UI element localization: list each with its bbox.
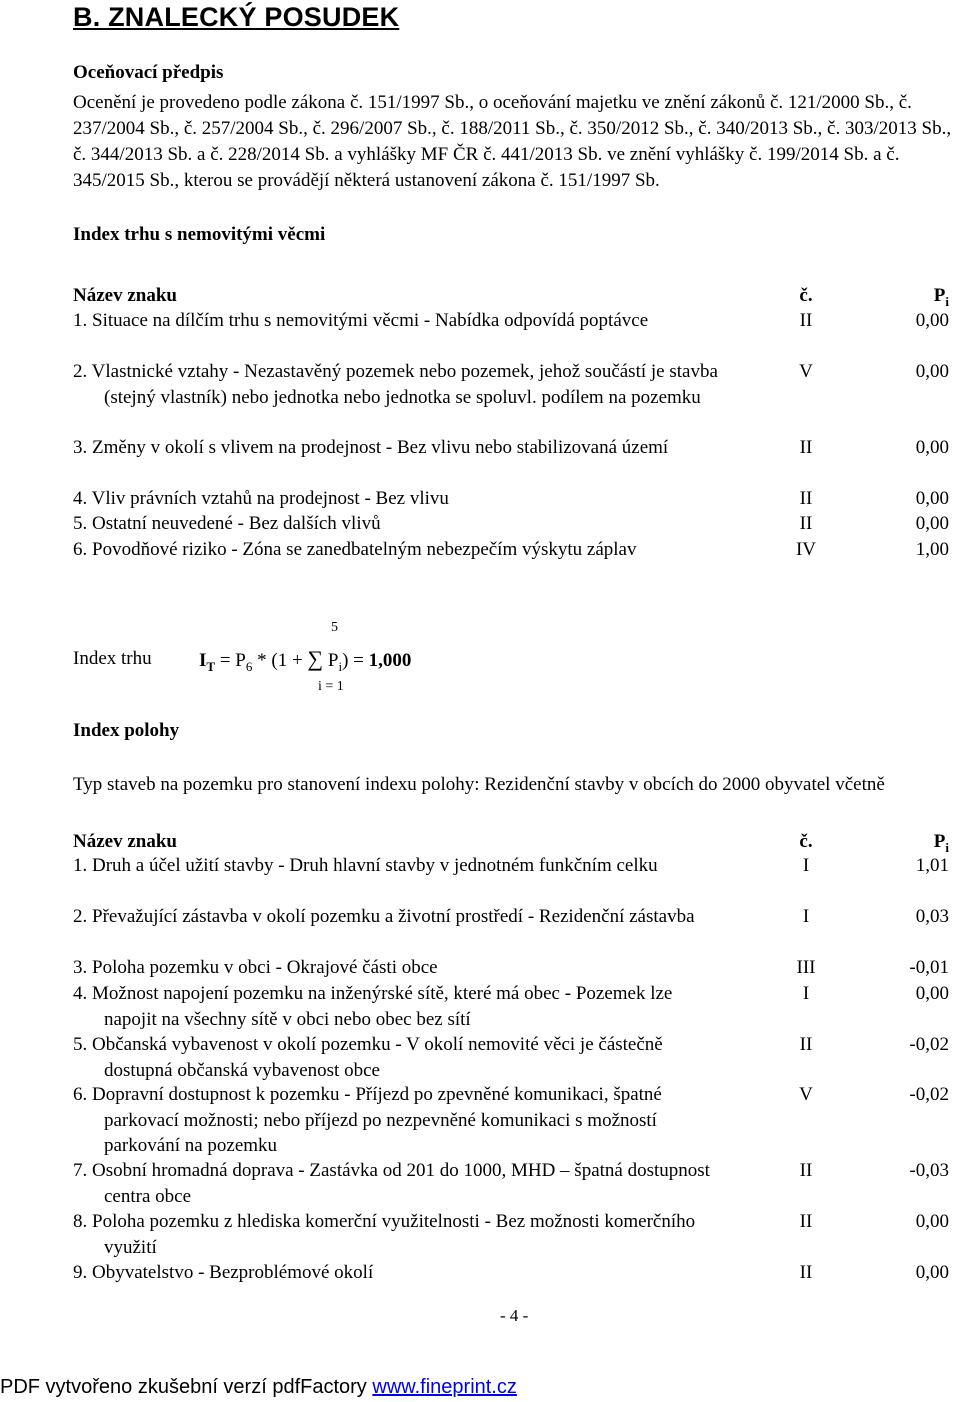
column-class-header: č. xyxy=(799,831,813,852)
row-name: 2. Vlastnické vztahy - Nezastavěný pozemek nebo pozemek, jehož součástí je stavba (stejný vlastník) nebo jednotka nebo jednotka se spoluvl. podílem na pozemku xyxy=(73,361,718,408)
location-index-intro: Typ staveb na pozemku pro stanovení indexu polohy: Rezidenční stavby v obcích do 2000 obyvatel včetně xyxy=(73,774,885,795)
valuation-rule-text: Ocenění je provedeno podle zákona č. 151/1997 Sb., o oceňování majetku ve znění zákonů č. 121/2000 Sb., č. 237/2004 Sb., č. 257/2004 Sb., č. 296/2007 Sb., č. 188/2011 Sb., č. 350/2012 Sb., č. 340/2013 Sb., č. 303/2013 Sb., č. 344/2013 Sb. a č. 228/2014 Sb. a vyhlášky MF ČR č. 441/2013 Sb. ve znění vyhlášky č. 199/2014 Sb. a č. 345/2015 Sb., kterou se provádějí některá ustanovení zákona č. 151/1997 Sb. xyxy=(73,92,952,191)
row-value: 0,00 xyxy=(915,983,949,1004)
row-value: 0,00 xyxy=(915,488,949,509)
sum-upper-limit: 5 xyxy=(331,620,338,635)
row-value: 0,00 xyxy=(915,1262,949,1283)
row-name: 2. Převažující zástavba v okolí pozemku a životní prostředí - Rezidenční zástavba xyxy=(73,906,695,927)
row-class: II xyxy=(799,1034,813,1055)
row-value: -0,02 xyxy=(909,1034,949,1055)
row-class: I xyxy=(802,855,810,876)
row-value: 1,01 xyxy=(915,855,949,876)
row-class: III xyxy=(796,957,816,978)
row-value: -0,03 xyxy=(909,1160,949,1181)
row-value: 0,00 xyxy=(915,361,949,382)
row-name: 1. Druh a účel užití stavby - Druh hlavní stavby v jednotném funkčním celku xyxy=(73,855,658,876)
row-class: II xyxy=(799,1160,813,1181)
row-name: 3. Poloha pozemku v obci - Okrajové části obce xyxy=(73,957,438,978)
row-value: -0,01 xyxy=(909,957,949,978)
row-value: 0,00 xyxy=(915,310,949,331)
page-number: - 4 - xyxy=(500,1306,529,1325)
column-class-header: č. xyxy=(799,285,813,306)
row-class: V xyxy=(799,1084,813,1105)
document-title: B. ZNALECKÝ POSUDEK xyxy=(73,2,400,32)
row-value: 0,00 xyxy=(915,1211,949,1232)
row-value: 0,00 xyxy=(915,437,949,458)
row-name: 5. Ostatní neuvedené - Bez dalších vlivů xyxy=(73,513,381,534)
row-class: II xyxy=(799,437,813,458)
row-name: 5. Občanská vybavenost v okolí pozemku - V okolí nemovité věci je částečně dostupná občanská vybavenost obce xyxy=(73,1034,663,1081)
row-value: 0,03 xyxy=(915,906,949,927)
row-name: 6. Dopravní dostupnost k pozemku - Příjezd po zpevněné komunikaci, špatné parkovací možnosti; nebo příjezd po nezpevněné komunikaci s možností parkování na pozemku xyxy=(73,1084,662,1156)
market-index-label: Index trhu xyxy=(73,648,152,669)
row-class: I xyxy=(802,906,810,927)
row-name: 4. Vliv právních vztahů na prodejnost - Bez vlivu xyxy=(73,488,449,509)
row-class: V xyxy=(799,361,813,382)
valuation-rule-heading: Oceňovací předpis xyxy=(73,62,224,83)
row-class: II xyxy=(799,513,813,534)
row-name: 6. Povodňové riziko - Zóna se zanedbatelným nebezpečím výskytu záplav xyxy=(73,539,637,560)
row-value: 1,00 xyxy=(915,539,949,560)
column-name-header: Název znaku xyxy=(73,831,177,852)
row-class: II xyxy=(799,1211,813,1232)
column-name-header: Název znaku xyxy=(73,285,177,306)
row-name: 9. Obyvatelstvo - Bezproblémové okolí xyxy=(73,1262,374,1283)
row-name: 7. Osobní hromadná doprava - Zastávka od 201 do 1000, MHD – špatná dostupnost centra obce xyxy=(73,1160,710,1207)
row-class: II xyxy=(799,488,813,509)
row-name: 1. Situace na dílčím trhu s nemovitými věcmi - Nabídka odpovídá poptávce xyxy=(73,310,649,331)
market-index-formula: $I_T = P_6 * (1$ + ∑ $P_i) = 1,000$ xyxy=(199,646,412,674)
footer-text: PDF vytvořeno zkušební verzí pdfFactory xyxy=(0,1376,373,1398)
row-name: 3. Změny v okolí s vlivem na prodejnost - Bez vlivu nebo stabilizovaná území xyxy=(73,437,669,458)
row-name: 8. Poloha pozemku z hlediska komerční využitelnosti - Bez možnosti komerčního využití xyxy=(73,1211,696,1258)
row-class: II xyxy=(799,1262,813,1283)
row-class: IV xyxy=(795,539,817,560)
row-class: I xyxy=(802,983,810,1004)
column-p-header: $P_i$ xyxy=(933,285,949,309)
row-name: 4. Možnost napojení pozemku na inženýrské sítě, které má obec - Pozemek lze napojit na všechny sítě v obci nebo obec bez sítí xyxy=(73,983,673,1030)
sum-lower-limit: i = 1 xyxy=(318,679,344,694)
market-index-heading: Index trhu s nemovitými věcmi xyxy=(73,224,326,245)
pdf-footer xyxy=(0,1376,517,1399)
column-p-header: $P_i$ xyxy=(933,831,949,855)
row-class: II xyxy=(799,310,813,331)
footer-link[interactable]: www.fineprint.cz xyxy=(372,1376,517,1398)
row-value: 0,00 xyxy=(915,513,949,534)
location-index-heading: Index polohy xyxy=(73,720,180,741)
row-value: -0,02 xyxy=(909,1084,949,1105)
